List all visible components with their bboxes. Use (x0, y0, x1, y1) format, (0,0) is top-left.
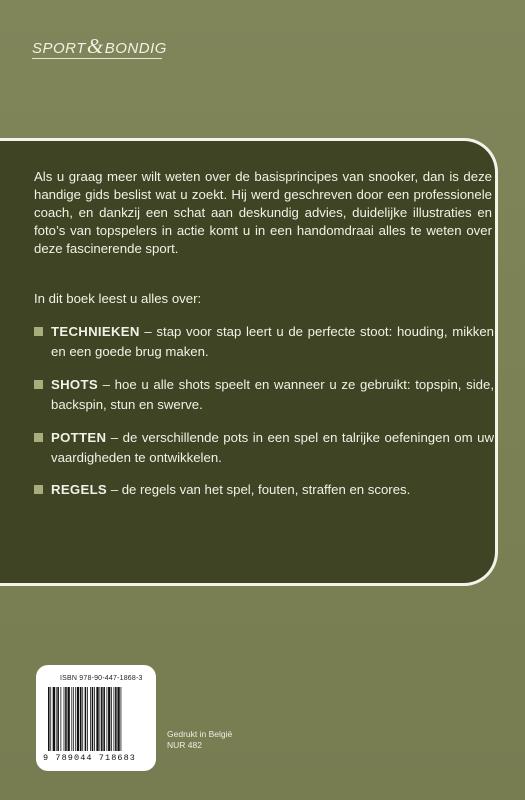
series-logo (32, 34, 167, 59)
topic-description: – hoe u alle shots speelt en wanneer u ze gebruikt: topspin, side, backspin, stun en swerve. (51, 377, 494, 412)
topic-keyword: POTTEN (51, 430, 107, 445)
topic-item-shots (34, 375, 494, 415)
topic-keyword: TECHNIEKEN (51, 324, 140, 339)
topic-description: – de verschillende pots in een spel en talrijke oefeningen om uw vaardigheden te ontwikkelen. (51, 430, 494, 465)
topic-keyword: REGELS (51, 482, 108, 497)
square-bullet-icon (34, 327, 43, 336)
intro-paragraph: Als u graag meer wilt weten over de basisprincipes van snooker, dan is deze handige gids beslist wat u zoekt. Hij werd geschreven door een professionele coach, en dankzij een schat aan deskundig advies, duidelijke illustraties en foto’s van topspelers in actie komt u in een handomdraai alles te weten over deze fascinerende sport. (34, 169, 492, 256)
square-bullet-icon (34, 380, 43, 389)
lead-line: In dit boek leest u alles over: (34, 291, 202, 306)
topic-item-technieken (34, 322, 494, 362)
series-word-bondig: BONDIG (104, 40, 167, 57)
series-underline (32, 58, 162, 59)
print-info (167, 729, 232, 751)
topic-item-potten (34, 428, 494, 468)
topic-description: – stap voor stap leert u de perfecte stoot: houding, mikken en een goede brug maken. (51, 324, 494, 359)
topic-item-regels (34, 480, 494, 500)
barcode-icon (48, 687, 148, 753)
printed-in-label: Gedrukt in België (167, 729, 233, 739)
isbn-label: ISBN 978-90-447-1868-3 (60, 675, 143, 682)
barcode-digits: 9 789044 718683 (43, 753, 137, 763)
series-ampersand: & (86, 34, 104, 58)
square-bullet-icon (34, 485, 43, 494)
series-word-sport: SPORT (32, 40, 86, 57)
topic-keyword: SHOTS (51, 377, 98, 392)
square-bullet-icon (34, 433, 43, 442)
nur-code: NUR 482 (167, 740, 202, 750)
topic-description: – de regels van het spel, fouten, straffen en scores. (107, 482, 411, 497)
